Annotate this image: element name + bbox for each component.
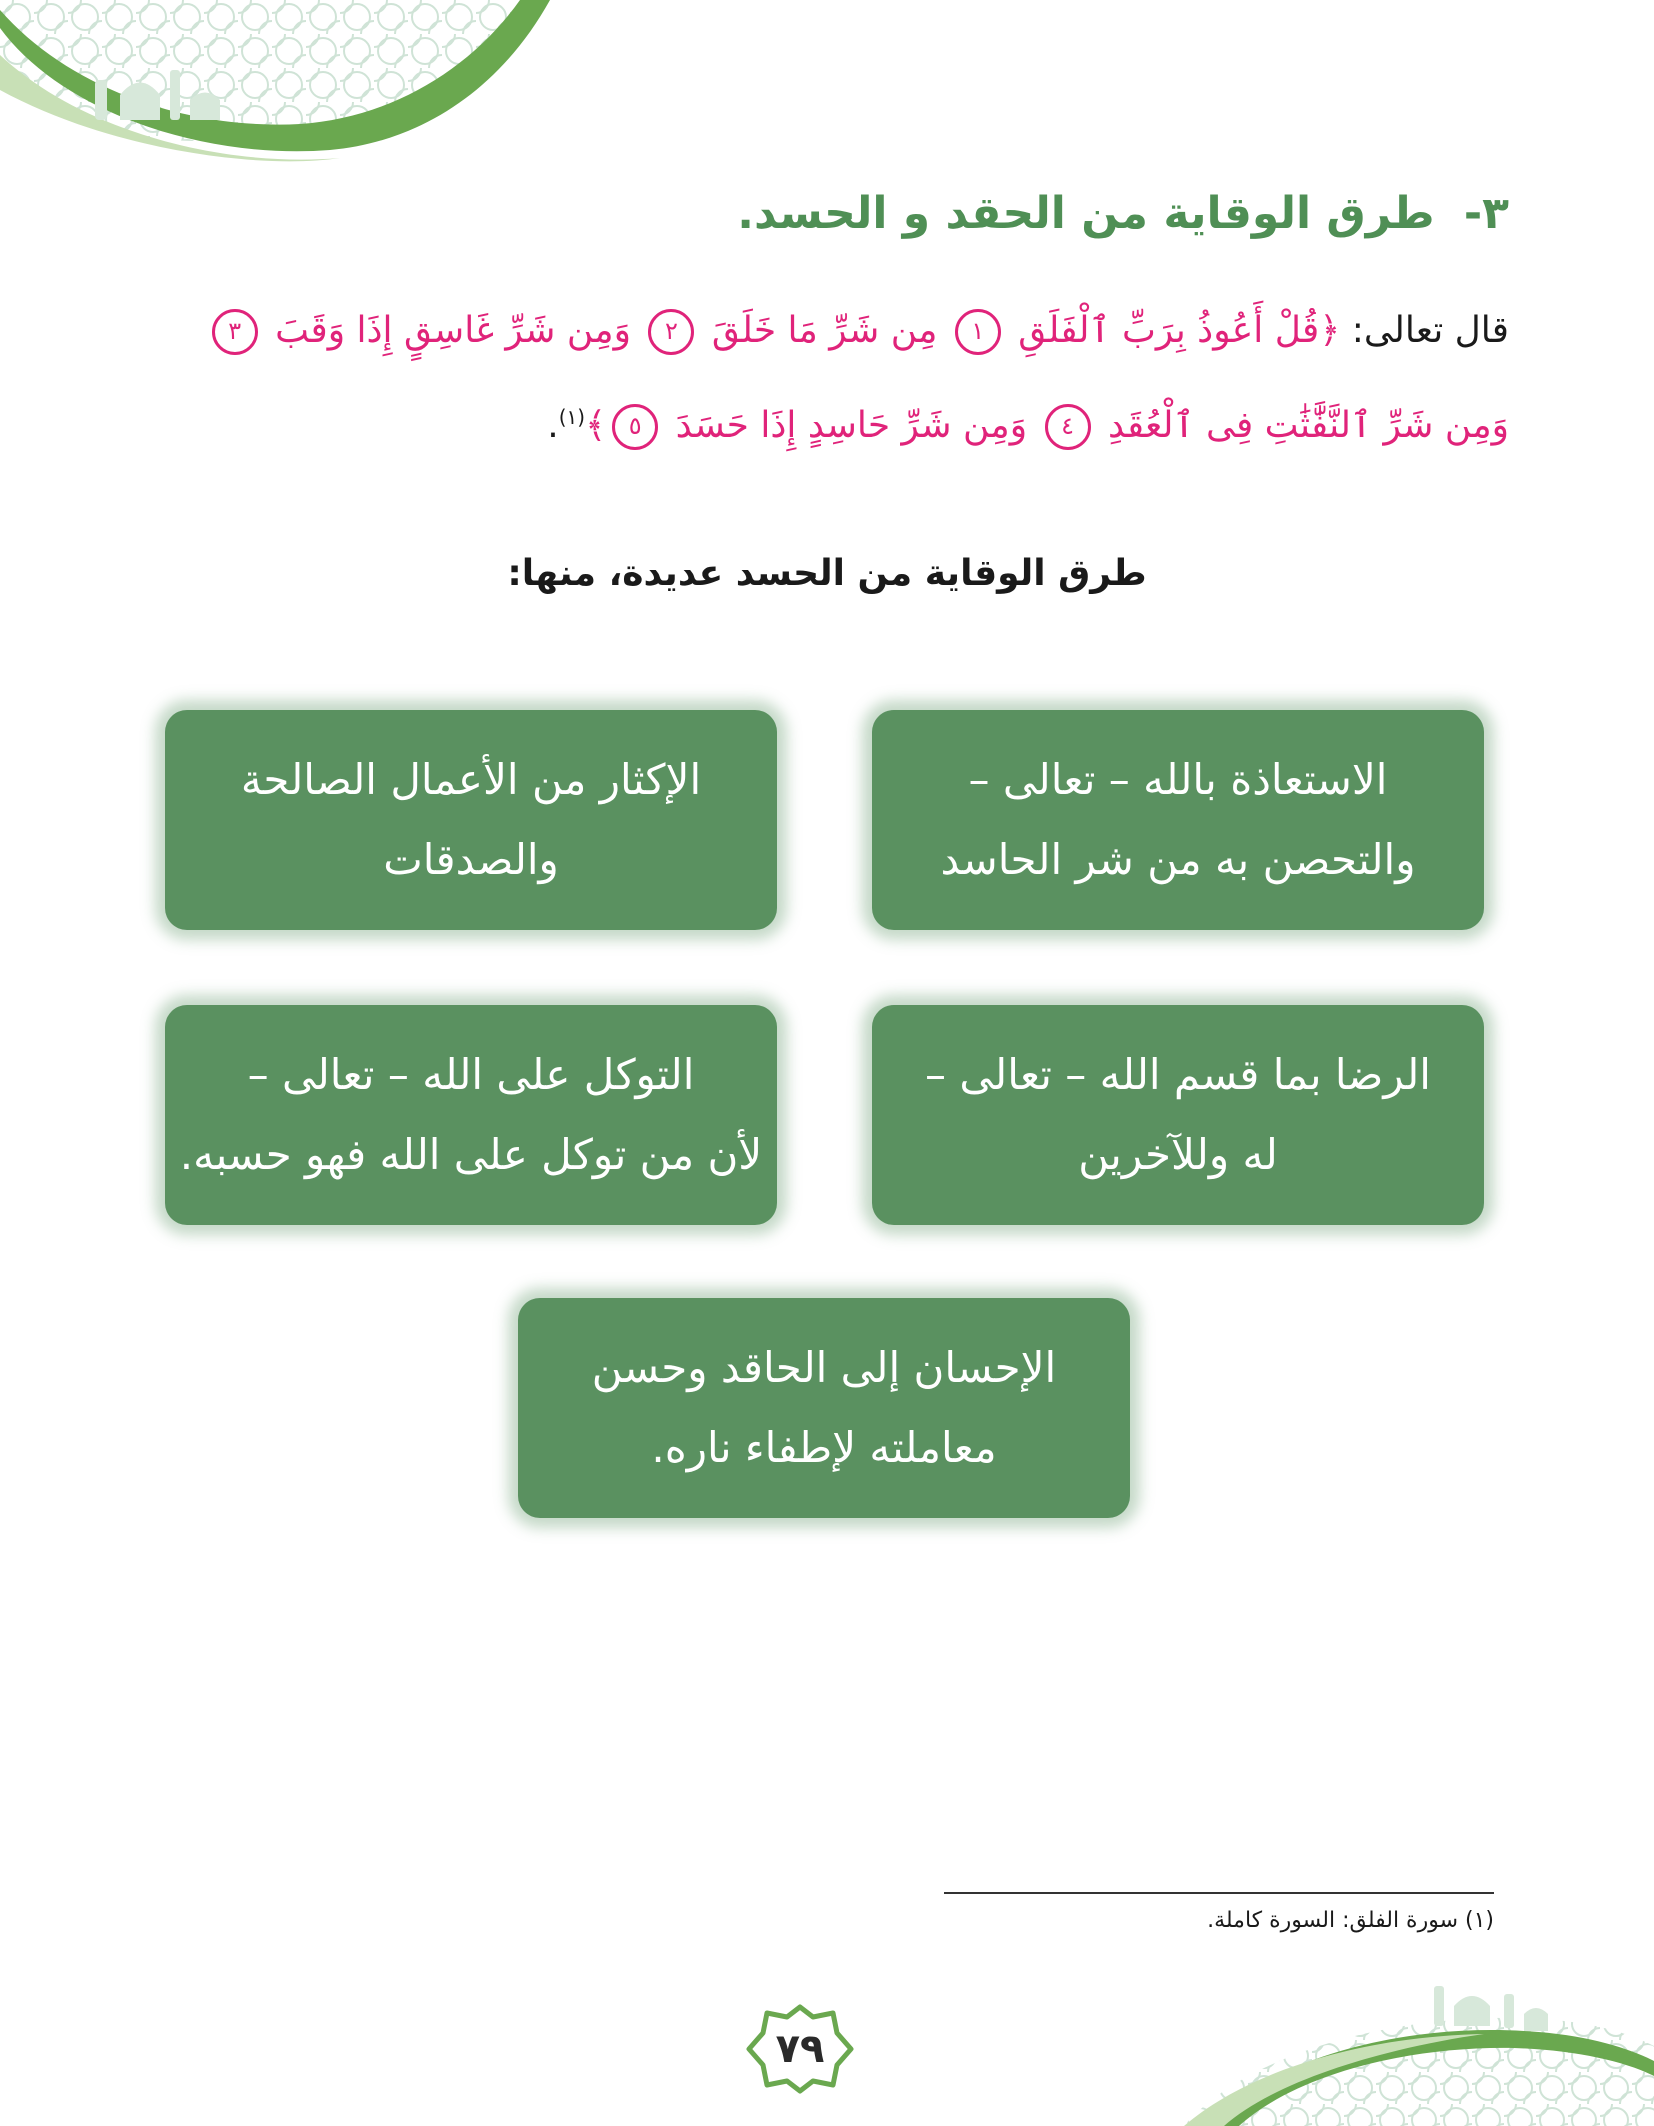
method-line: والصدقات: [383, 835, 559, 884]
ayah-number-marker: ٣: [212, 309, 258, 355]
methods-intro: طرق الوقاية من الحسد عديدة، منها:: [507, 553, 1147, 594]
verse-end-mark: .: [547, 405, 559, 446]
method-line: الاستعاذة بالله – تعالى –: [968, 755, 1388, 804]
ayah-text: وَمِن شَرِّ حَاسِدٍ إِذَا حَسَدَ: [675, 405, 1028, 446]
method-card: [165, 1005, 777, 1225]
method-line: الإكثار من الأعمال الصالحة: [240, 755, 702, 804]
bottom-corner-decoration: [1184, 1976, 1654, 2126]
ayah-text: وَمِن شَرِّ ٱلنَّفَّٰثَٰتِ فِى ٱلْعُقَدِ: [1108, 405, 1509, 446]
section-title: طرق الوقاية من الحقد و الحسد.: [737, 188, 1435, 239]
method-line: لأن من توكل على الله فهو حسبه.: [179, 1130, 763, 1179]
footnote-divider: [944, 1892, 1494, 1894]
method-line: التوكل على الله – تعالى –: [247, 1050, 695, 1099]
section-number: ٣-: [1463, 188, 1509, 239]
method-card: [872, 1005, 1484, 1225]
method-card: [518, 1298, 1130, 1518]
page-number: ٧٩: [775, 2026, 825, 2072]
ayah-number-marker: ٥: [612, 404, 658, 450]
ayah-number-marker: ١: [955, 309, 1001, 355]
method-line: والتحصن به من شر الحاسد: [940, 835, 1416, 884]
method-line: معاملته لإطفاء ناره.: [651, 1423, 997, 1472]
method-line: له وللآخرين: [1078, 1130, 1278, 1179]
verse-close-bracket: ﴾: [585, 405, 607, 446]
ayah-text: قُلْ أَعُوذُ بِرَبِّ ٱلْفَلَقِ: [1018, 310, 1320, 351]
footnote: (١) سورة الفلق: السورة كاملة.: [1207, 1908, 1494, 1933]
verse-intro: قال تعالى:: [1351, 310, 1509, 351]
method-card: [872, 710, 1484, 930]
footnote-reference[interactable]: (١): [558, 405, 586, 429]
verse-open-bracket: ﴿: [1319, 310, 1341, 351]
section-heading: [149, 188, 1509, 239]
quran-verse: [139, 288, 1509, 469]
page-number-badge: [745, 2003, 855, 2095]
method-line: الإحسان إلى الحاقد وحسن: [591, 1343, 1057, 1392]
ayah-text: مِن شَرِّ مَا خَلَقَ: [711, 310, 938, 351]
ayah-text: وَمِن شَرِّ غَاسِقٍ إِذَا وَقَبَ: [275, 310, 631, 351]
method-line: الرضا بما قسم الله – تعالى –: [925, 1050, 1431, 1099]
ayah-number-marker: ٤: [1045, 404, 1091, 450]
method-card: [165, 710, 777, 930]
top-corner-decoration: [0, 0, 560, 170]
ayah-number-marker: ٢: [648, 309, 694, 355]
